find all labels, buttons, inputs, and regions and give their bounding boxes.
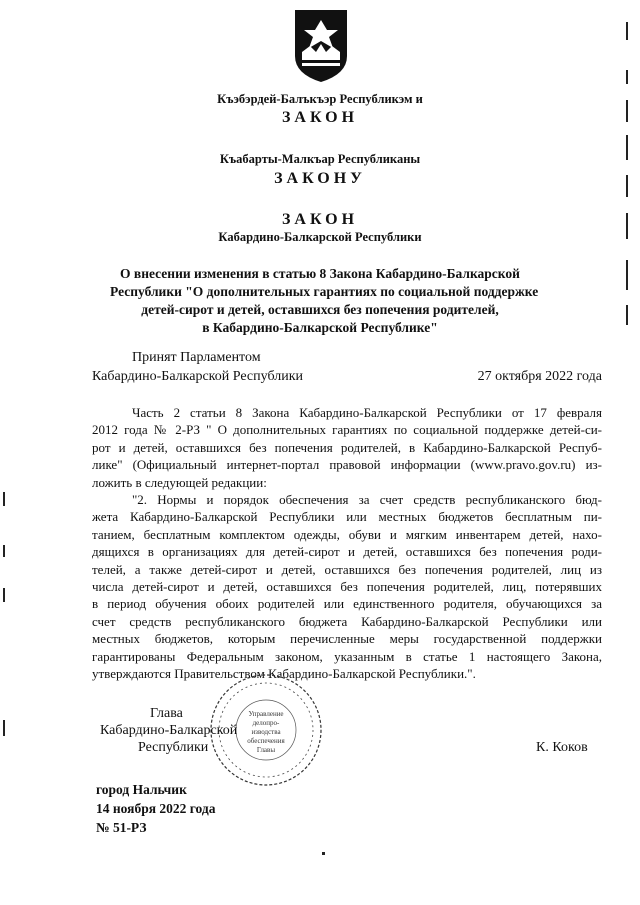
body-line: числа детей-сирот и детей, оставшихся без попечения родителей, лиц, потерявших bbox=[92, 579, 602, 595]
footer-block bbox=[96, 780, 216, 837]
body-line: жета Кабардино-Балкарской Республики или местных бюджетов бесплатным пи- bbox=[92, 509, 602, 525]
body-line: в период обучения обоих родителей или единственного родителя, обучающихся за bbox=[92, 596, 602, 612]
law-title-line: О внесении изменения в статью 8 Закона Кабардино-Балкарской bbox=[120, 266, 520, 281]
adopted-by-parliament: Кабардино-Балкарской Республики bbox=[92, 369, 303, 384]
header-line-russian: Кабардино-Балкарской Республики bbox=[218, 230, 422, 244]
scan-mark bbox=[626, 100, 628, 122]
signatory-position: Глава bbox=[150, 706, 183, 721]
law-title-line: Республики "О дополнительных гарантиях по социальной поддержке bbox=[110, 284, 539, 299]
body-line: 2012 года № 2-РЗ " О дополнительных гарантиях по социальной поддержке детей-си- bbox=[92, 422, 602, 438]
scan-mark bbox=[3, 545, 5, 557]
body-line: рот и детей, оставшихся без попечения родителей, в Кабардино-Балкарской Респуб- bbox=[92, 439, 602, 455]
footer-city: город Нальчик bbox=[96, 782, 187, 797]
scan-dot bbox=[322, 852, 325, 855]
scan-mark bbox=[3, 492, 5, 506]
paragraph-new-text bbox=[92, 491, 602, 682]
header-line-balkar: Къабарты-Малкъар Республиканы bbox=[219, 152, 421, 166]
adoption-date: 27 октября 2022 года bbox=[477, 369, 602, 384]
adopted-by-line: Принят Парламентом bbox=[132, 350, 261, 365]
signatory-position-republic: Республики bbox=[138, 740, 209, 755]
body-line: "2. Нормы и порядок обеспечения за счет средств республиканского бюд- bbox=[132, 492, 602, 508]
header-word-zakon-russian: ЗАКОН bbox=[281, 211, 359, 228]
scan-mark bbox=[626, 305, 628, 325]
signatory-name: К. Коков bbox=[536, 740, 588, 755]
seal-text: обеспечения bbox=[247, 737, 285, 745]
body-line: ложить в следующей редакции: bbox=[92, 474, 267, 490]
seal-text: Главы bbox=[256, 746, 276, 754]
seal-text: Управление bbox=[248, 710, 284, 718]
footer-number: № 51-РЗ bbox=[96, 820, 147, 835]
scan-mark bbox=[626, 260, 628, 290]
scan-mark bbox=[626, 135, 628, 160]
body-line: Часть 2 статьи 8 Закона Кабардино-Балкарской Республики от 17 февраля bbox=[132, 405, 602, 420]
scan-mark bbox=[626, 175, 628, 197]
scan-mark bbox=[626, 22, 628, 40]
law-title-line: детей-сирот и детей, оставшихся без попечения родителей, bbox=[141, 302, 499, 317]
body-line: счет средств республиканского бюджета Кабардино-Балкарской Республики или bbox=[92, 613, 602, 629]
header-word-zakonu-balkar: ЗАКОНУ bbox=[274, 170, 366, 187]
body-line: местных бюджетов, которым перечисленные меры государственной поддержки bbox=[92, 631, 602, 647]
signatory-position-region: Кабардино-Балкарской bbox=[100, 723, 238, 738]
coat-of-arms-emblem bbox=[292, 6, 350, 84]
header-line-kabardian: Къэбэрдей-Балъкъэр Республикэм и bbox=[217, 92, 423, 106]
scan-mark bbox=[626, 70, 628, 84]
law-title bbox=[110, 265, 539, 337]
body-line: дящихся в организациях для детей-сирот и детей, оставшихся без попечения роди- bbox=[92, 544, 602, 560]
law-body bbox=[92, 404, 602, 683]
body-line: гарантированы Федеральным законом, указанным в статье 1 настоящего Закона, bbox=[92, 648, 602, 664]
adoption-block bbox=[92, 348, 602, 386]
scan-mark bbox=[3, 720, 5, 736]
seal-text: делопро- bbox=[252, 719, 280, 727]
body-line: утверждаются Правительством Кабардино-Балкарской Республики.". bbox=[92, 666, 476, 682]
body-line: лике" (Официальный интернет-портал правовой информации (www.pravo.gov.ru) из- bbox=[92, 457, 602, 473]
header-word-zakon-kabardian: ЗАКОН bbox=[281, 109, 359, 126]
body-line: телей, а также детей-сирот и детей, оставшихся без попечения родителей, лиц из bbox=[92, 561, 602, 577]
scan-mark bbox=[626, 213, 628, 239]
footer-date: 14 ноября 2022 года bbox=[96, 801, 216, 816]
seal-text: изводства bbox=[251, 728, 281, 736]
paragraph-amendment bbox=[92, 404, 602, 491]
body-line: танием, бесплатным комплектом одежды, обуви и мягким инвентарем детей, нахо- bbox=[92, 526, 602, 542]
law-title-line: в Кабардино-Балкарской Республике" bbox=[202, 320, 438, 335]
scan-mark bbox=[3, 588, 5, 602]
